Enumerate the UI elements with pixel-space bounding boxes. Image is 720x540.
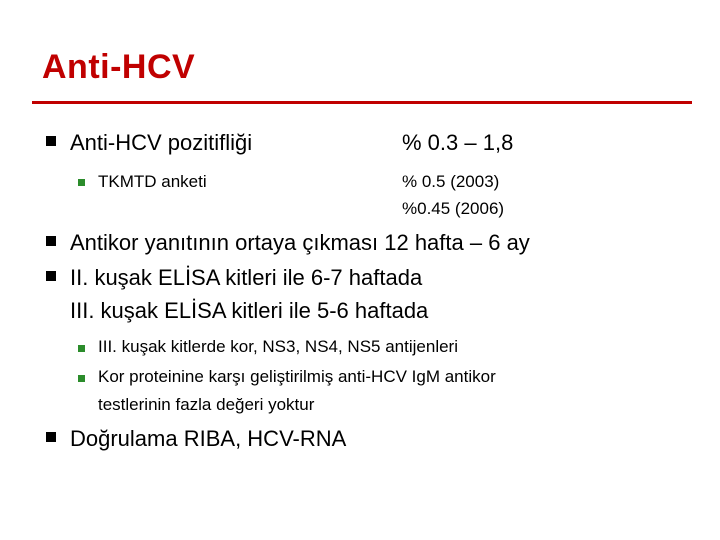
bullet-text: Doğrulama RIBA, HCV-RNA: [70, 426, 347, 451]
bullet-square-icon: [46, 236, 56, 246]
bullet-text: Anti-HCV pozitifliği: [70, 130, 253, 155]
bullet-square-icon: [46, 432, 56, 442]
sub-bullet-square-icon: [78, 179, 85, 186]
sub-bullet-text: III. kuşak kitlerde kor, NS3, NS4, NS5 antijenleri: [98, 337, 458, 356]
bullet-value: % 0.3 – 1,8: [402, 130, 514, 155]
sub-bullet-square-icon: [78, 375, 85, 382]
sub-bullet-value: % 0.5 (2003): [402, 172, 500, 191]
bullet-text: Antikor yanıtının ortaya çıkması 12 hafta – 6 ay: [70, 230, 530, 255]
sub-bullet-value: %0.45 (2006): [402, 199, 505, 218]
bullet-square-icon: [46, 136, 56, 146]
title-divider: [32, 101, 692, 104]
bullet-text-continuation: III. kuşak ELİSA kitleri ile 5-6 haftada: [70, 298, 429, 323]
sub-bullet-text-continuation: testlerinin fazla değeri yoktur: [98, 395, 315, 414]
slide-title: Anti-HCV: [42, 48, 196, 86]
sub-bullet-text: Kor proteinine karşı geliştirilmiş anti-HCV IgM antikor: [98, 367, 496, 386]
bullet-square-icon: [46, 271, 56, 281]
sub-bullet-text: TKMTD anketi: [98, 172, 207, 191]
sub-bullet-square-icon: [78, 345, 85, 352]
bullet-text: II. kuşak ELİSA kitleri ile 6-7 haftada: [70, 265, 423, 290]
